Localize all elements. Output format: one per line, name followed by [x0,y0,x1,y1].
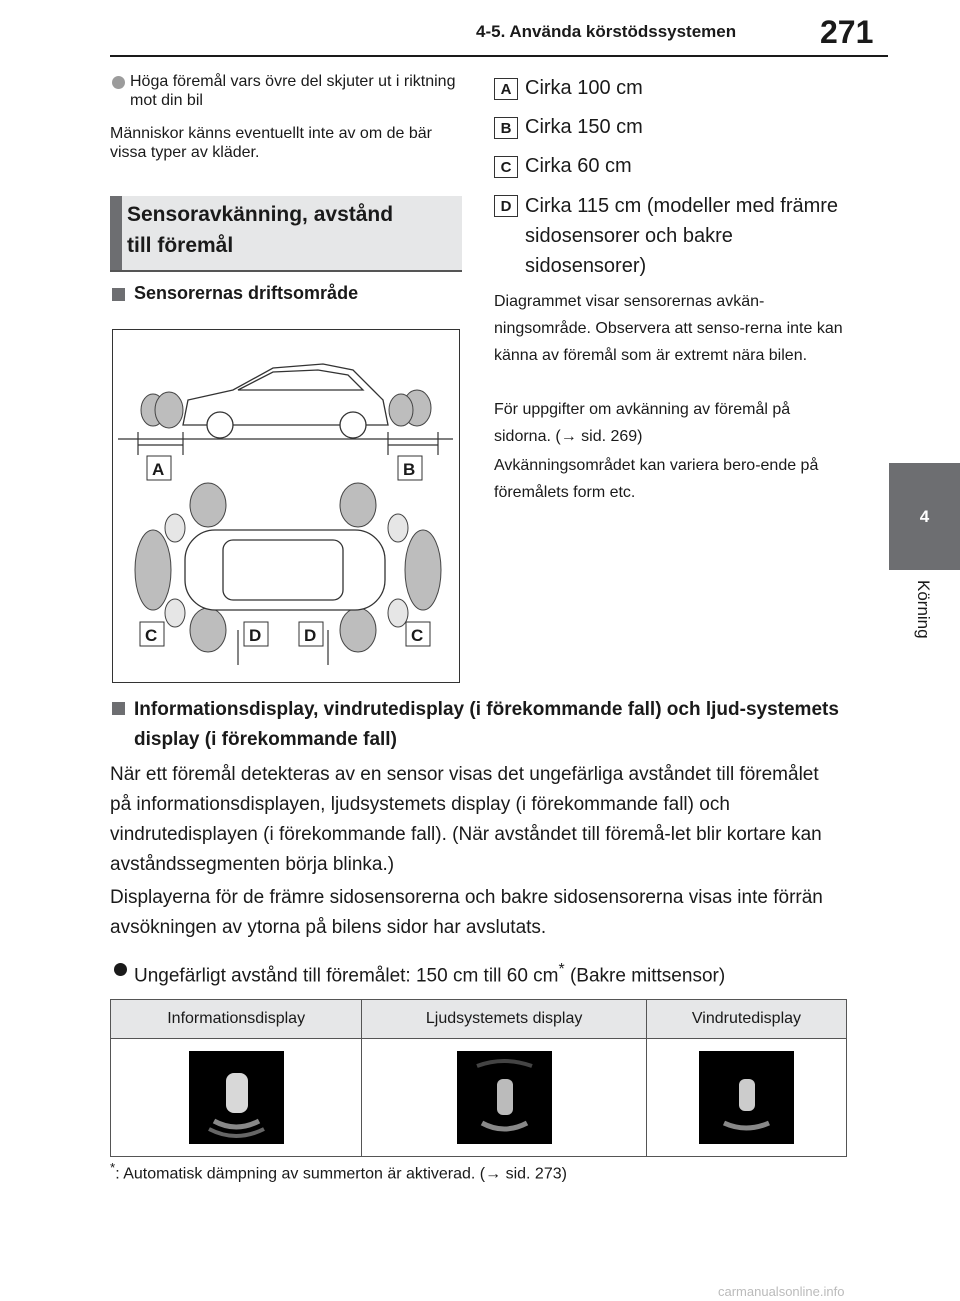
diagram-label-a: A [152,460,165,479]
table-cell [111,1039,362,1157]
asterisk-mark: * [558,961,565,978]
chapter-tab[interactable] [889,463,960,570]
item-a-text: Cirka 100 cm [525,77,643,99]
col-windshield-display: Vindrutedisplay [646,1000,846,1039]
windshield-display-image [699,1051,794,1144]
body-para-2: Displayerna för de främre sidosensorerna och bakre sidosensorerna visas inte förrän avsökningen av ytorna på bilens sidor har avslutats. [110,887,823,938]
sensor-diagram-svg [113,330,458,681]
body-bullet-suffix: (Bakre mittsensor) [564,965,726,987]
label-a: A [494,78,518,100]
right-para-1: Diagrammet visar sensorernas avkän-ningsområde. Observera att senso-rerna inte kan känna av föremål som är extremt nära bilen. [494,293,843,364]
section-heading-bar [110,196,122,270]
right-para-2: För uppgifter om avkänning av föremål på sidorna. (→ sid. 269) [494,401,791,445]
section-heading-line1: Sensoravkänning, avstånd [127,203,394,226]
footnote-mark: * [110,1160,116,1175]
item-d-text: Cirka 115 cm (modeller med främre sidosensorer och bakre sidosensorer) [525,195,839,277]
side-front-lobe-2 [155,392,183,428]
table-cell [362,1039,647,1157]
chapter-label: Körning [914,580,933,639]
chapter-label-box [889,570,960,670]
table-header-row [111,1000,847,1039]
table-row [111,1039,847,1157]
diagram-label-c-right: C [411,626,424,645]
label-b: B [494,117,518,139]
col-info-display: Informationsdisplay [111,1000,362,1039]
note-text: Människor känns eventuellt inte av om de bär vissa typer av kläder. [110,125,432,161]
audio-display-image [457,1051,552,1144]
label-d: D [494,195,518,217]
section-heading-line2: till föremål [127,234,234,257]
table-cell [646,1039,846,1157]
page-number: 271 [820,14,874,50]
item-b-text: Cirka 150 cm [525,116,643,138]
chapter-number: 4 [919,506,930,526]
item-c-text: Cirka 60 cm [525,155,632,177]
col-audio-display: Ljudsystemets display [362,1000,647,1039]
sub-heading-displays: Informationsdisplay, vindrutedisplay (i förekommande fall) och ljud-systemets display (i förekommande fall) [134,699,839,750]
footnote-text: : Automatisk dämpning av summerton är aktiverad. (→ sid. 273) [115,1165,567,1183]
body-para-1: När ett föremål detekteras av en sensor visas det ungefärliga avståndet till föremålet på informationsdisplayen, ljudsystemets display (i förekommande fall) och vindrutedisplayen (i förekommande fall). (När avståndet till föremå-let blir kortare kan avståndssegmenten börja blinka.) [110,764,822,875]
side-rear-lobe-2 [389,394,413,426]
info-display-image [189,1051,284,1144]
bullet-dot-icon [114,963,127,976]
sub-heading-range: Sensorernas driftsområde [134,283,359,303]
section-heading [127,199,393,261]
diagram-label-c-left: C [145,626,158,645]
label-c: C [494,156,518,178]
body-bullet [134,955,854,991]
diagram-label-b: B [403,460,416,479]
square-bullet-icon [112,702,125,715]
right-para-3: Avkänningsområdet kan variera bero-ende på föremålets form etc. [494,457,819,501]
diagram-label-d-left: D [249,626,262,645]
section-title: 4-5. Använda körstödssystemen [476,22,737,41]
watermark: carmanualsonline.info [718,1284,845,1299]
bullet-dot-icon [112,76,125,89]
bullet-text: Höga föremål vars övre del skjuter ut i riktning mot din bil [130,73,456,109]
header-rule [110,55,888,57]
footnote [110,1160,567,1183]
car-top-view [185,530,385,610]
car-side-view [183,364,388,438]
display-table [110,999,847,1157]
sensor-diagram [112,329,460,683]
body-bullet-text: Ungefärligt avstånd till föremålet: 150 cm till 60 cm [134,965,559,987]
diagram-label-d-right: D [304,626,317,645]
square-bullet-icon [112,288,125,301]
